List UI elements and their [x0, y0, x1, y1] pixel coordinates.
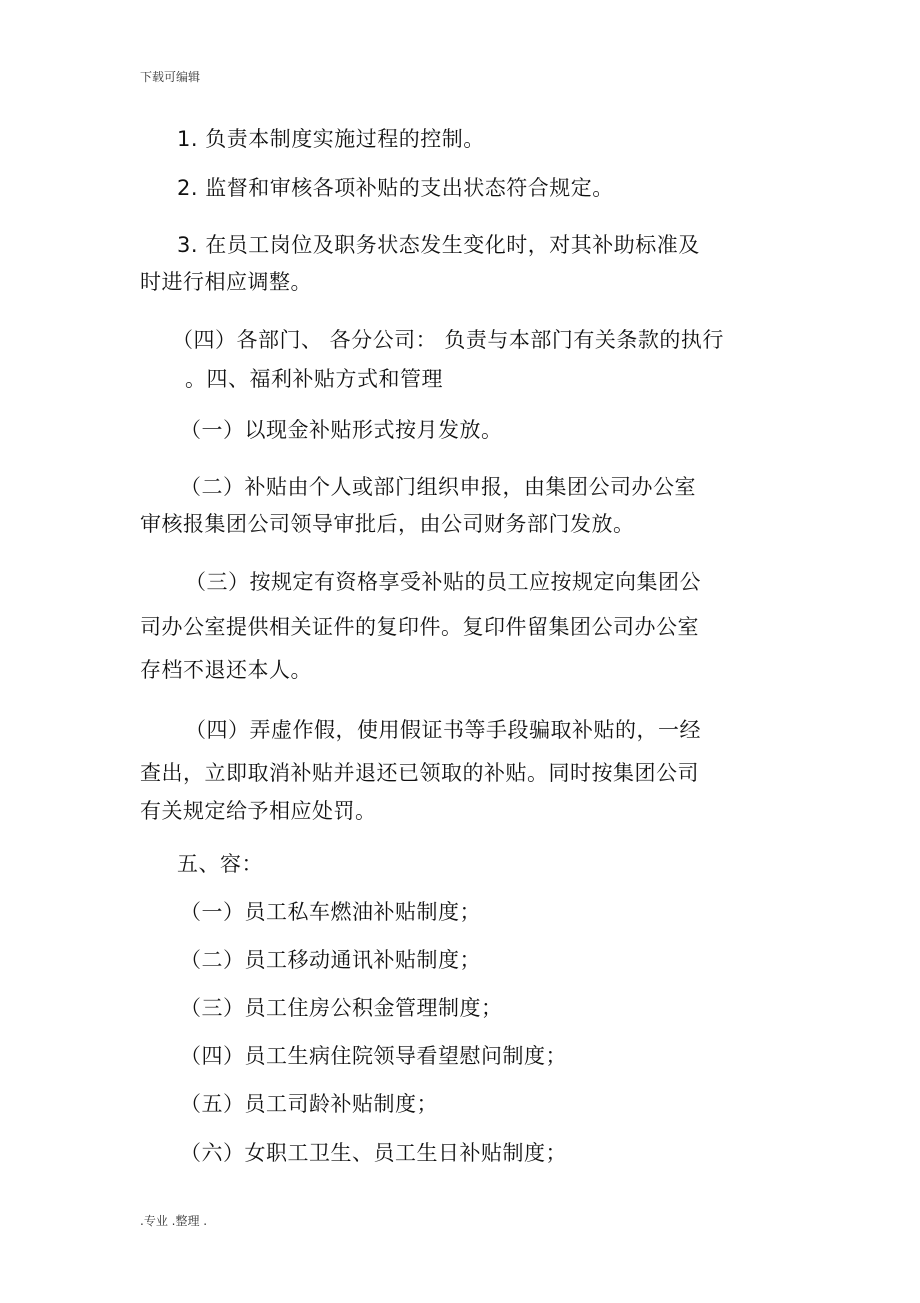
text-line: （三）员工住房公积金管理制度； — [180, 996, 503, 1020]
text-line: 2. 监督和审核各项补贴的支出状态符合规定。 — [177, 176, 614, 200]
text-line: （六）女职工卫生、员工生日补贴制度； — [180, 1141, 567, 1165]
text-line: 五、容： — [177, 852, 263, 876]
text-line: （二）补贴由个人或部门组织申报，由集团公司办公室 — [180, 475, 696, 499]
text-line: （四）各部门、 各分公司： 负责与本部门有关条款的执行 — [172, 328, 724, 352]
text-line: 时进行相应调整。 — [140, 270, 312, 294]
text-line: 1. 负责本制度实施过程的控制。 — [177, 127, 485, 151]
text-line: 。四、福利补贴方式和管理 — [185, 367, 443, 391]
text-line: 查出，立即取消补贴并退还已领取的补贴。同时按集团公司 — [140, 761, 699, 785]
text-line: （四）员工生病住院领导看望慰问制度； — [180, 1044, 567, 1068]
text-line: （四）弄虚作假，使用假证书等手段骗取补贴的，一经 — [185, 718, 701, 742]
text-line: （五）员工司龄补贴制度； — [180, 1092, 438, 1116]
text-line: （三）按规定有资格享受补贴的员工应按规定向集团公 — [185, 570, 701, 594]
text-line: 审核报集团公司领导审批后，由公司财务部门发放。 — [140, 512, 635, 536]
text-line: （一）以现金补贴形式按月发放。 — [180, 418, 503, 442]
text-line: 3. 在员工岗位及职务状态发生变化时，对其补助标准及 — [177, 233, 700, 257]
text-line: （二）员工移动通讯补贴制度； — [180, 948, 481, 972]
text-line: （一）员工私车燃油补贴制度； — [180, 900, 481, 924]
page-footer: .专业 .整理 . — [140, 1214, 208, 1228]
page-header: 下载可编辑 — [140, 70, 201, 84]
text-line: 存档不退还本人。 — [140, 658, 312, 682]
text-line: 有关规定给予相应处罚。 — [140, 799, 377, 823]
text-line: 司办公室提供相关证件的复印件。复印件留集团公司办公室 — [140, 615, 699, 639]
